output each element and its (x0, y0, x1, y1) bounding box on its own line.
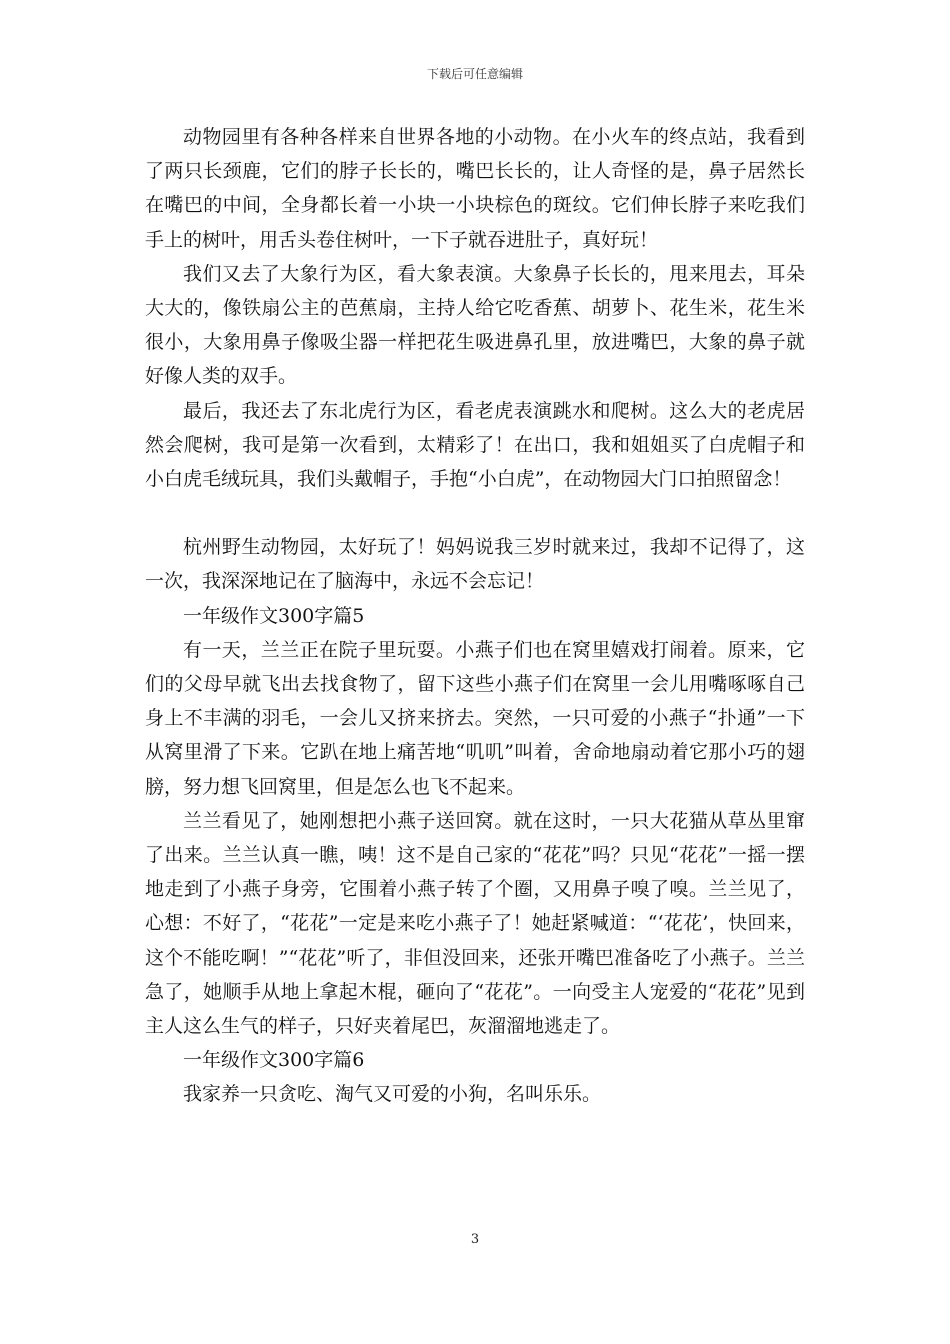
paragraph-conclusion: 杭州野生动物园，太好玩了！妈妈说我三岁时就来过，我却不记得了，这一次，我深深地记在了脑海中，永远不会忘记！ (145, 536, 805, 593)
paragraph-dog: 我家养一只贪吃、淘气又可爱的小狗，名叫乐乐。 (183, 1083, 602, 1106)
paragraph-tiger: 最后，我还去了东北虎行为区，看老虎表演跳水和爬树。这么大的老虎居然会爬树，我可是第一次看到，太精彩了！在出口，我和姐姐买了白虎帽子和小白虎毛绒玩具，我们头戴帽子，手抱“小白虎”，在动物园大门口拍照留念！ (145, 399, 805, 491)
paragraph-elephant: 我们又去了大象行为区，看大象表演。大象鼻子长长的，甩来甩去，耳朵大大的，像铁扇公主的芭蕉扇，主持人给它吃香蕉、胡萝卜、花生米，花生米很小，大象用鼻子像吸尘器一样把花生吸进鼻孔里，放进嘴巴，大象的鼻子就好像人类的双手。 (145, 262, 805, 388)
paragraph-giraffe: 动物园里有各种各样来自世界各地的小动物。在小火车的终点站，我看到了两只长颈鹿，它们的脖子长长的，嘴巴长长的，让人奇怪的是，鼻子居然长在嘴巴的中间，全身都长着一小块一小块棕色的斑纹。它们伸长脖子来吃我们手上的树叶，用舌头卷住树叶，一下子就吞进肚子，真好玩！ (145, 126, 805, 251)
paragraph-cat: 兰兰看见了，她刚想把小燕子送回窝。就在这时，一只大花猫从草丛里窜了出来。兰兰认真一瞧，咦！这不是自己家的“花花”吗？只见“花花”一摇一摆地走到了小燕子身旁，它围着小燕子转了个圈，又用鼻子嗅了嗅。兰兰见了，心想：不好了，“花花”一定是来吃小燕子了！她赶紧喊道：“‘花花’，快回来，这个不能吃啊！”“花花”听了，非但没回来，还张开嘴巴准备吃了小燕子。兰兰急了，她顺手从地上拿起木棍，砸向了“花花”。一向受主人宠爱的“花花”见到主人这么生气的样子，只好夹着尾巴，灰溜溜地逃走了。 (145, 809, 805, 1038)
section-heading-6: 一年级作文300字篇6 (183, 1049, 365, 1072)
page-header: 下载后可任意编辑 (426, 67, 523, 81)
paragraph-swallows: 有一天，兰兰正在院子里玩耍。小燕子们也在窝里嬉戏打闹着。原来，它们的父母早就飞出去找食物了，留下这些小燕子们在窝里一会儿用嘴啄啄自己身上不丰满的羽毛，一会儿又挤来挤去。突然，一只可爱的小燕子“扑通”一下从窝里滑了下来。它趴在地上痛苦地“叽叽”叫着，舍命地扇动着它那小巧的翅膀，努力想飞回窝里，但是怎么也飞不起来。 (145, 638, 805, 798)
document-body (145, 120, 805, 1112)
page-number: 3 (470, 1232, 480, 1247)
paragraph-gap (145, 496, 805, 530)
section-heading-5: 一年级作文300字篇5 (183, 604, 365, 627)
